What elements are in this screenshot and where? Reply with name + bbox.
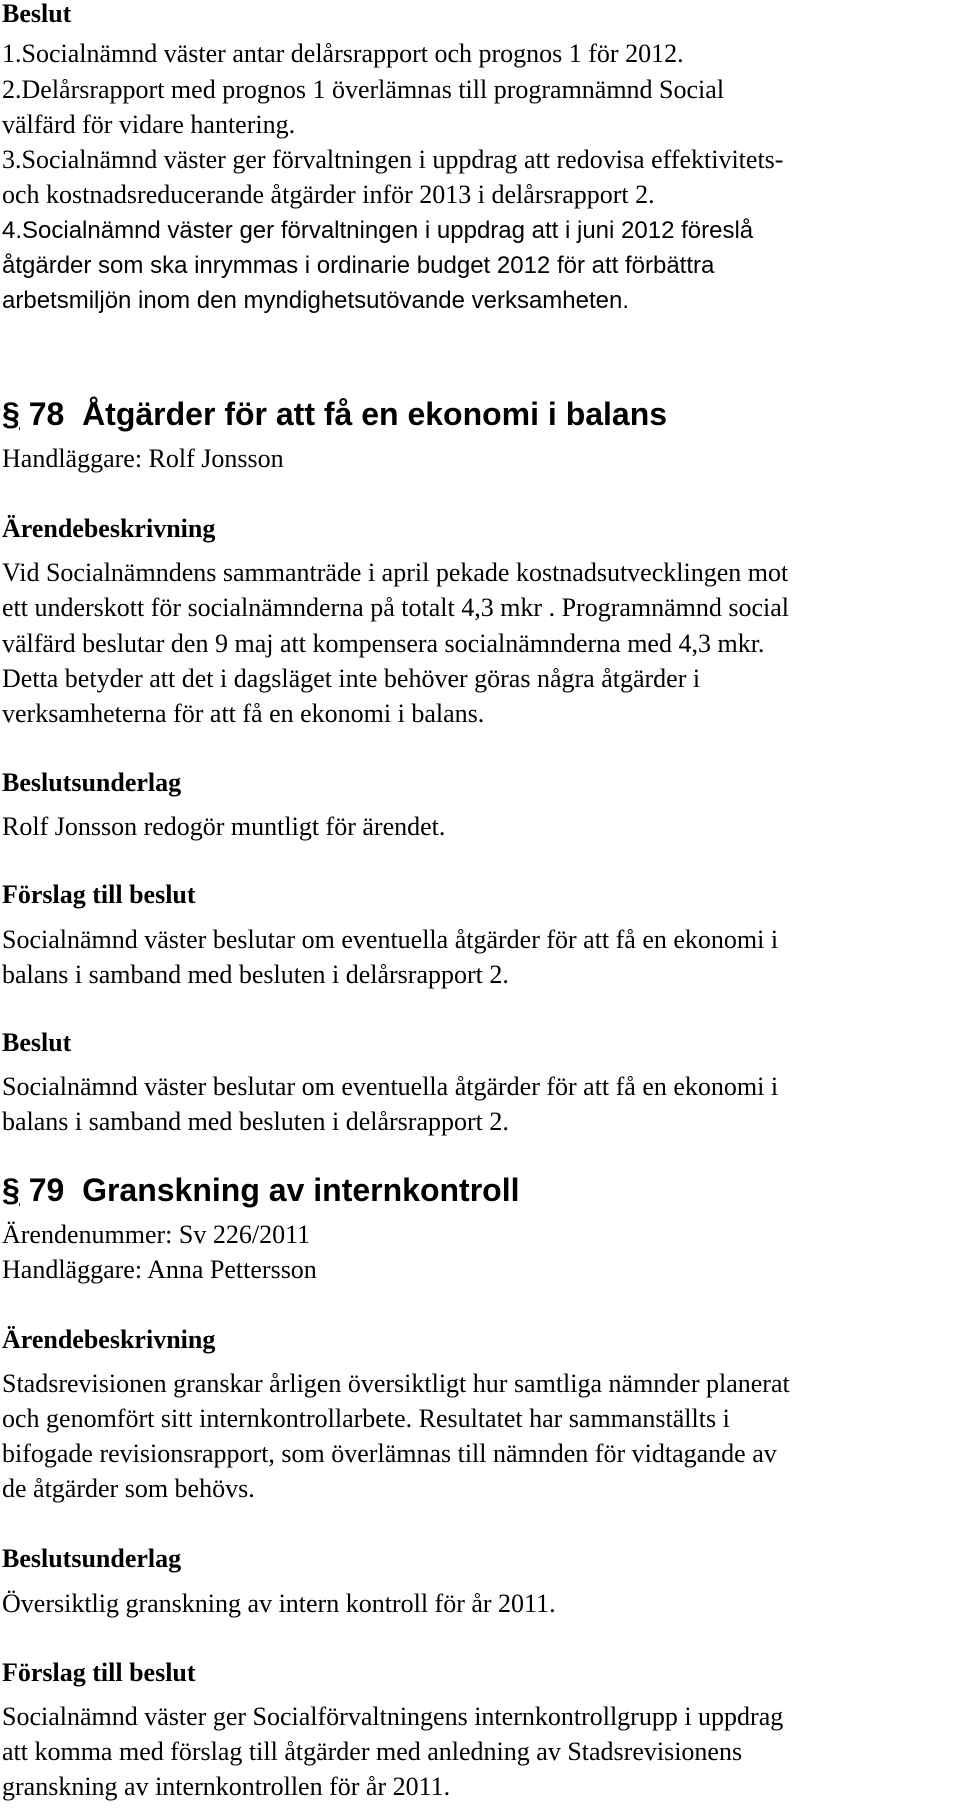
case-number-line: Ärendenummer: Sv 226/2011 [2, 1220, 311, 1249]
description-line: välfärd beslutar den 9 maj att kompensera socialnämnderna med 4,3 mkr. [2, 629, 765, 658]
decision-item: åtgärder som ska inrymmas i ordinarie budget 2012 för att förbättra [2, 252, 715, 279]
description-line: verksamheterna för att få en ekonomi i balans. [2, 699, 485, 728]
description-line: Stadsrevisionen granskar årligen översiktligt hur samtliga nämnder planerat [2, 1369, 790, 1398]
decision-item: 4.Socialnämnd väster ger förvaltningen i uppdrag att i juni 2012 föreslå [2, 217, 754, 244]
proposal-line: Socialnämnd väster beslutar om eventuella åtgärder för att få en ekonomi i [2, 925, 779, 954]
decision-line: balans i samband med besluten i delårsrapport 2. [2, 1107, 509, 1136]
decision-item: arbetsmiljön inom den myndighetsutövande verksamheten. [2, 287, 630, 314]
description-line: och genomfört sitt internkontrollarbete. Resultatet har sammanställts i [2, 1404, 730, 1433]
proposal-line: att komma med förslag till åtgärder med anledning av Stadsrevisionens [2, 1737, 743, 1766]
description-heading: Ärendebeskrivning [2, 514, 216, 543]
section-number: 78 [28, 396, 65, 432]
decision-line: Socialnämnd väster beslutar om eventuella åtgärder för att få en ekonomi i [2, 1072, 779, 1101]
proposal-heading: Förslag till beslut [2, 880, 196, 909]
description-line: bifogade revisionsrapport, som överlämnas till nämnden för vidtagande av [2, 1439, 777, 1468]
proposal-line: balans i samband med besluten i delårsrapport 2. [2, 960, 509, 989]
description-heading: Ärendebeskrivning [2, 1325, 216, 1354]
description-line: de åtgärder som behövs. [2, 1474, 255, 1503]
description-line: ett underskott för socialnämnderna på totalt 4,3 mkr . Programnämnd social [2, 593, 790, 622]
section-title: Granskning av internkontroll [82, 1172, 520, 1208]
section-79-heading [2, 1170, 519, 1210]
handler-line: Handläggare: Anna Pettersson [2, 1255, 317, 1284]
basis-heading: Beslutsunderlag [2, 1544, 182, 1573]
section-sign: § [2, 396, 20, 432]
basis-text: Rolf Jonsson redogör muntligt för ärendet. [2, 812, 446, 841]
handler-line: Handläggare: Rolf Jonsson [2, 444, 284, 473]
top-decision-heading: Beslut [2, 0, 72, 28]
description-line: Vid Socialnämndens sammanträde i april pekade kostnadsutvecklingen mot [2, 558, 789, 587]
section-sign: § [2, 1172, 20, 1208]
description-line: Detta betyder att det i dagsläget inte behöver göras några åtgärder i [2, 664, 701, 693]
proposal-heading: Förslag till beslut [2, 1658, 196, 1687]
decision-item: 1.Socialnämnd väster antar delårsrapport och prognos 1 för 2012. [2, 39, 684, 68]
proposal-line: granskning av internkontrollen för år 2011. [2, 1772, 451, 1801]
basis-text: Översiktlig granskning av intern kontroll för år 2011. [2, 1589, 556, 1618]
decision-item: 3.Socialnämnd väster ger förvaltningen i uppdrag att redovisa effektivitets- [2, 145, 784, 174]
proposal-line: Socialnämnd väster ger Socialförvaltningens internkontrollgrupp i uppdrag [2, 1702, 784, 1731]
section-title: Åtgärder för att få en ekonomi i balans [82, 396, 668, 432]
section-78-heading [2, 394, 667, 434]
section-number: 79 [28, 1172, 65, 1208]
decision-item: välfärd för vidare hantering. [2, 110, 296, 139]
decision-item: och kostnadsreducerande åtgärder inför 2013 i delårsrapport 2. [2, 180, 655, 209]
decision-heading: Beslut [2, 1028, 72, 1057]
decision-item: 2.Delårsrapport med prognos 1 överlämnas till programnämnd Social [2, 75, 725, 104]
basis-heading: Beslutsunderlag [2, 768, 182, 797]
